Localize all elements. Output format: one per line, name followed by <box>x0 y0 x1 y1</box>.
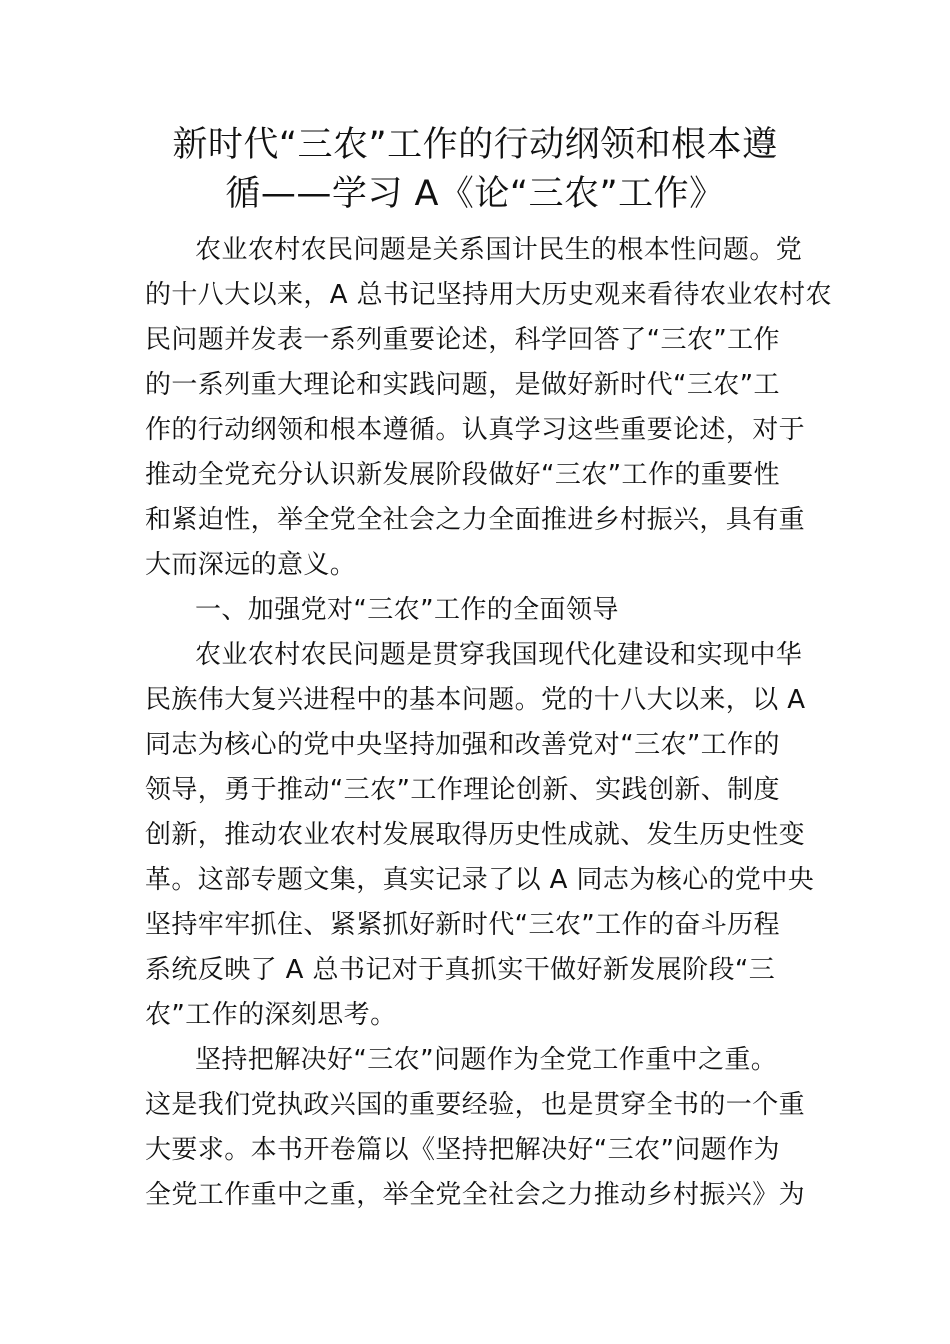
body-line-2: 的十八大以来，A 总书记坚持用大历史观来看待农业农村农 <box>145 280 832 310</box>
body-line-1: 农业农村农民问题是关系国计民生的根本性问题。党 <box>195 235 803 265</box>
body-line-10: 农业农村农民问题是贯穿我国现代化建设和实现中华 <box>195 640 803 670</box>
section-heading: 一、加强党对“三农”工作的全面领导 <box>195 595 619 625</box>
body-line-4: 的一系列重大理论和实践问题，是做好新时代“三农”工 <box>145 370 780 400</box>
body-line-14: 创新，推动农业农村发展取得历史性成就、发生历史性变 <box>145 820 806 850</box>
body-line-17: 系统反映了 A 总书记对于真抓实干做好新发展阶段“三 <box>145 955 776 985</box>
body-line-12: 同志为核心的党中央坚持加强和改善党对“三农”工作的 <box>145 730 780 760</box>
body-line-20: 这是我们党执政兴国的重要经验，也是贯穿全书的一个重 <box>145 1090 806 1120</box>
body-line-7: 和紧迫性，举全党全社会之力全面推进乡村振兴，具有重 <box>145 505 806 535</box>
body-line-6: 推动全党充分认识新发展阶段做好“三农”工作的重要性 <box>145 460 780 490</box>
body-line-19: 坚持把解决好“三农”问题作为全党工作重中之重。 <box>195 1045 778 1075</box>
body-line-16: 坚持牢牢抓住、紧紧抓好新时代“三农”工作的奋斗历程 <box>145 910 780 940</box>
body-line-5: 作的行动纲领和根本遵循。认真学习这些重要论述，对于 <box>145 415 806 445</box>
body-line-3: 民问题并发表一系列重要论述，科学回答了“三农”工作 <box>145 325 780 355</box>
body-line-8: 大而深远的意义。 <box>145 550 357 580</box>
body-line-21: 大要求。本书开卷篇以《坚持把解决好“三农”问题作为 <box>145 1135 780 1165</box>
document-title-line-1: 新时代“三农”工作的行动纲领和根本遵 <box>172 125 778 165</box>
body-line-13: 领导，勇于推动“三农”工作理论创新、实践创新、制度 <box>145 775 780 805</box>
body-line-22: 全党工作重中之重，举全党全社会之力推动乡村振兴》为 <box>145 1180 806 1210</box>
body-line-15: 革。这部专题文集，真实记录了以 A 同志为核心的党中央 <box>145 865 815 895</box>
document-title-line-2: 循——学习 A《论“三农”工作》 <box>225 174 725 214</box>
body-line-18: 农”工作的深刻思考。 <box>145 1000 397 1030</box>
body-line-11: 民族伟大复兴进程中的基本问题。党的十八大以来，以 A <box>145 685 806 715</box>
